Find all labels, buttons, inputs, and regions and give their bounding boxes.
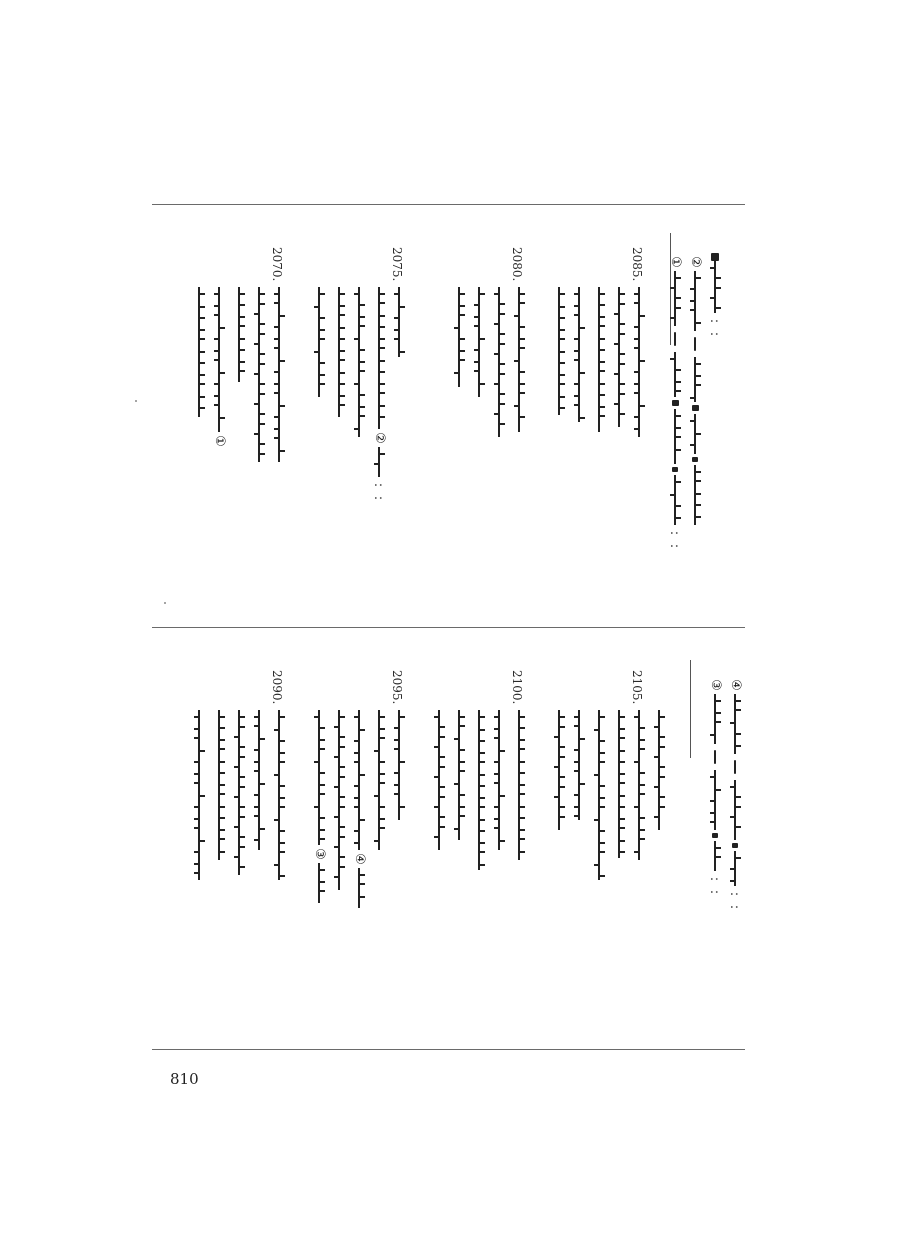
mongolian-text: ① : : — [667, 256, 683, 549]
verse-line — [229, 287, 249, 382]
verse-line: ② : : — [369, 287, 389, 503]
line-number: 2085. — [630, 247, 644, 282]
footnote-marker: ③ — [708, 679, 723, 691]
line-number: 2080. — [510, 247, 524, 282]
verse-line — [509, 710, 529, 860]
line-number: 2070. — [270, 247, 284, 282]
mongolian-text: ④ : : — [727, 679, 743, 910]
verse-line — [229, 710, 249, 875]
page-number: 810 — [170, 1070, 199, 1088]
verse-line — [549, 287, 569, 415]
line-number: 2105. — [630, 670, 644, 705]
mongolian-text: : : — [711, 253, 720, 339]
verse-line — [309, 287, 329, 397]
verse-line — [269, 710, 289, 880]
verse-line — [389, 710, 409, 820]
footnote-marker: ① — [668, 256, 683, 268]
footnote-line-upper-2 — [685, 253, 705, 525]
verse-line — [549, 710, 569, 830]
footnote-line-lower-1 — [725, 676, 745, 912]
verse-line — [609, 710, 629, 858]
verse-line — [429, 710, 449, 850]
verse-line — [189, 710, 209, 880]
verse-line — [249, 710, 269, 850]
line-number: 2100. — [510, 670, 524, 705]
verse-line — [389, 287, 409, 357]
verse-line — [249, 287, 269, 462]
verse-line — [329, 710, 349, 890]
verse-line — [349, 710, 369, 908]
footnote-line-lower-2 — [705, 676, 725, 897]
speck — [164, 602, 166, 604]
verse-line — [569, 287, 589, 422]
verse-line — [309, 710, 329, 903]
footnote-ref: ① — [212, 435, 227, 447]
verse-line — [489, 287, 509, 437]
bottom-rule — [152, 1049, 745, 1050]
verse-line — [349, 287, 369, 437]
footnote-rule-lower — [690, 660, 691, 758]
mongolian-text — [688, 253, 703, 525]
verse-line — [369, 710, 389, 850]
line-number: 2075. — [390, 247, 404, 282]
verse-line — [209, 287, 229, 450]
lower-text-block — [152, 628, 745, 1048]
verse-line — [469, 710, 489, 870]
verse-line — [509, 287, 529, 432]
verse-line — [209, 710, 229, 860]
upper-text-block — [152, 205, 745, 626]
verse-line — [629, 710, 649, 860]
footnote-line-upper-3 — [665, 253, 685, 551]
verse-line — [629, 287, 649, 437]
verse-line — [609, 287, 629, 427]
speck — [135, 400, 137, 402]
line-number: 2090. — [270, 670, 284, 705]
verse-line — [189, 287, 209, 417]
footnote-marker: ② — [688, 256, 703, 268]
footnote-ref: ③ — [312, 848, 327, 860]
verse-line — [269, 287, 289, 462]
footnote-ref: ② — [372, 432, 387, 444]
footnote-marker: ④ — [728, 679, 743, 691]
verse-line — [569, 710, 589, 820]
line-number: 2095. — [390, 670, 404, 705]
footnote-line-upper-1 — [705, 253, 725, 339]
mongolian-text: ③ : : — [707, 679, 723, 895]
verse-line — [489, 710, 509, 850]
verse-line — [449, 710, 469, 840]
verse-line — [649, 710, 669, 830]
verse-line — [589, 287, 609, 432]
verse-line — [469, 287, 489, 397]
verse-line — [329, 287, 349, 417]
verse-line — [589, 710, 609, 880]
footnote-ref: ④ — [352, 853, 367, 865]
verse-line — [449, 287, 469, 387]
